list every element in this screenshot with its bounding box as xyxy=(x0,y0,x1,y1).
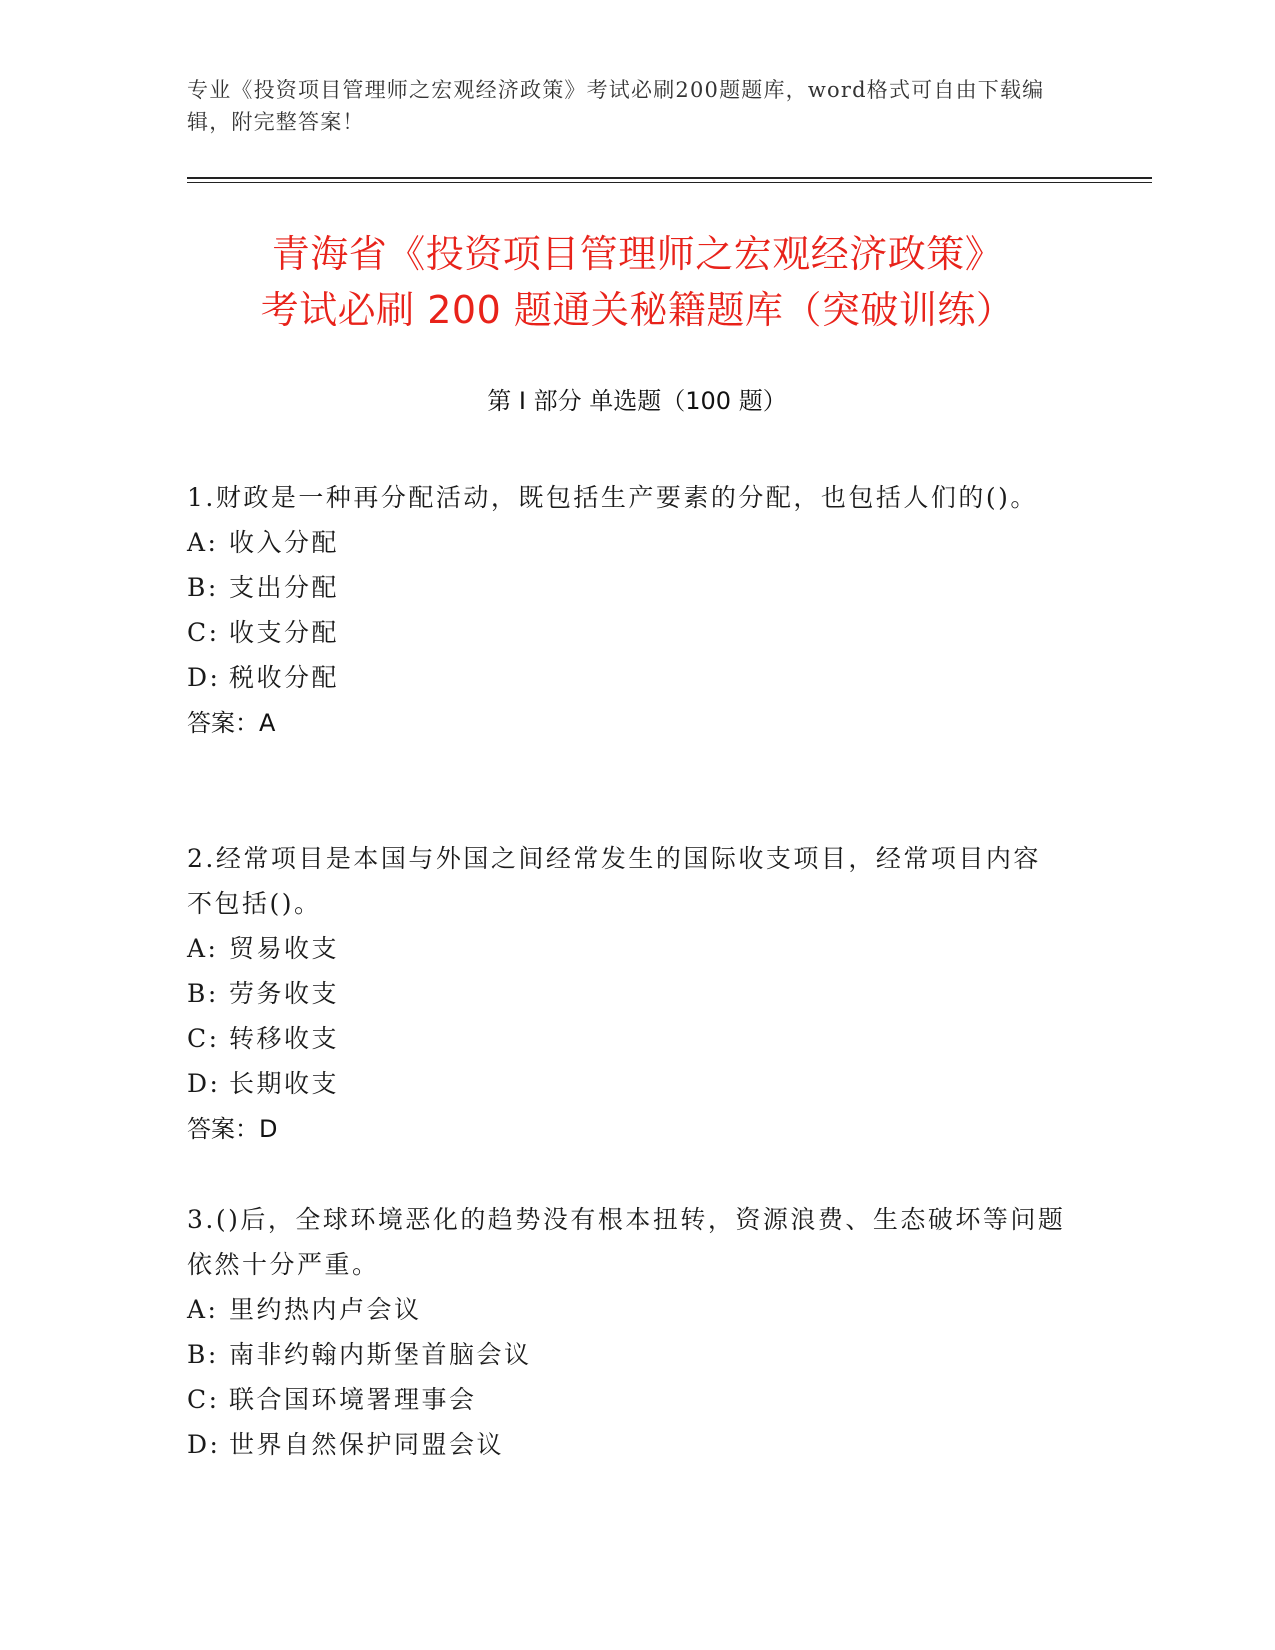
question-stem: 3.()后，全球环境恶化的趋势没有根本扭转，资源浪费、生态破坏等问题依然十分严重。 xyxy=(187,1205,1066,1279)
document-title-line-2: 考试必刷 200 题通关秘籍题库（突破训练） xyxy=(260,288,1015,332)
option-b xyxy=(187,1332,1067,1377)
question-2 xyxy=(187,836,1067,1152)
option-d xyxy=(187,1061,1067,1106)
option-c xyxy=(187,610,1067,655)
option-key: D: xyxy=(187,1430,221,1459)
option-text: 支出分配 xyxy=(229,573,340,602)
question-stem: 2.经常项目是本国与外国之间经常发生的国际收支项目，经常项目内容不包括()。 xyxy=(187,844,1041,918)
option-key: D: xyxy=(187,1069,221,1098)
header-divider-thin xyxy=(187,182,1152,183)
option-key: A: xyxy=(187,1295,219,1324)
header-note: 专业《投资项目管理师之宏观经济政策》考试必刷200题题库，word格式可自由下载编辑，附完整答案！ xyxy=(187,78,1045,134)
question-stem: 1.财政是一种再分配活动，既包括生产要素的分配，也包括人们的()。 xyxy=(187,483,1038,512)
option-text: 联合国环境署理事会 xyxy=(229,1385,477,1414)
option-text: 长期收支 xyxy=(229,1069,340,1098)
option-key: B: xyxy=(187,1340,219,1369)
option-key: C: xyxy=(187,1024,220,1053)
option-text: 里约热内卢会议 xyxy=(229,1295,422,1324)
question-3 xyxy=(187,1197,1067,1467)
option-text: 贸易收支 xyxy=(229,934,340,963)
header-divider-thick xyxy=(187,177,1152,179)
option-text: 劳务收支 xyxy=(229,979,340,1008)
option-b xyxy=(187,971,1067,1016)
option-text: 税收分配 xyxy=(229,663,340,692)
option-text: 收支分配 xyxy=(229,618,340,647)
option-a xyxy=(187,926,1067,971)
section-title: 第 I 部分 单选题（100 题） xyxy=(487,387,787,415)
option-key: A: xyxy=(187,528,219,557)
option-a xyxy=(187,1287,1067,1332)
option-b xyxy=(187,565,1067,610)
answer-line: 答案：A xyxy=(187,709,276,737)
option-c xyxy=(187,1016,1067,1061)
answer-line: 答案：D xyxy=(187,1115,278,1143)
option-key: C: xyxy=(187,1385,220,1414)
option-text: 世界自然保护同盟会议 xyxy=(229,1430,505,1459)
option-text: 转移收支 xyxy=(229,1024,340,1053)
option-key: B: xyxy=(187,979,219,1008)
option-key: A: xyxy=(187,934,219,963)
option-key: C: xyxy=(187,618,220,647)
option-key: D: xyxy=(187,663,221,692)
question-1 xyxy=(187,475,1067,746)
document-title-line-1: 青海省《投资项目管理师之宏观经济政策》 xyxy=(271,232,1004,276)
option-key: B: xyxy=(187,573,219,602)
option-a xyxy=(187,520,1067,565)
document-title xyxy=(150,226,1125,338)
option-d xyxy=(187,655,1067,700)
option-c xyxy=(187,1377,1067,1422)
option-text: 南非约翰内斯堡首脑会议 xyxy=(229,1340,532,1369)
option-d xyxy=(187,1422,1067,1467)
option-text: 收入分配 xyxy=(229,528,340,557)
